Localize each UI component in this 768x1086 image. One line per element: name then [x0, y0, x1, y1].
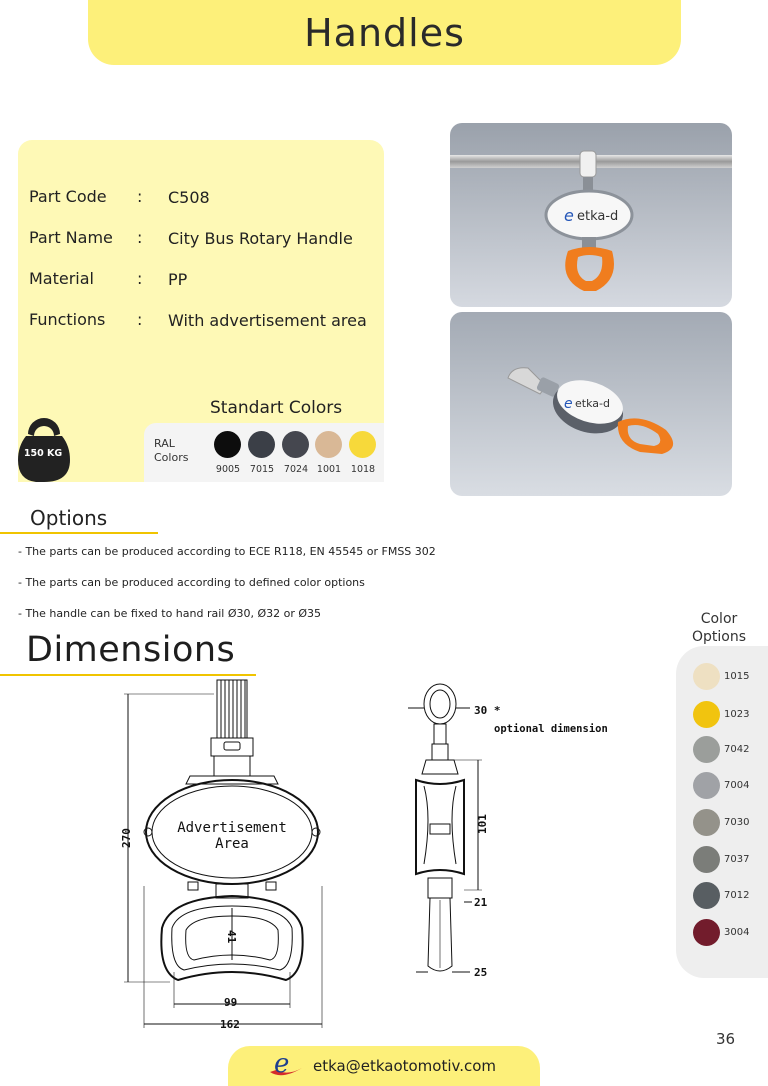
- standard-colors-title: Standart Colors: [210, 398, 343, 418]
- weight-label: 150 KG: [23, 448, 63, 459]
- ral-colors-box: [144, 423, 384, 482]
- color-swatch: [693, 663, 720, 690]
- color-swatch: [693, 809, 720, 836]
- footer-bar: [228, 1046, 540, 1086]
- dim-rail: 30 *: [474, 704, 501, 717]
- ral-code: 1018: [350, 464, 376, 475]
- svg-text:e: e: [564, 206, 574, 225]
- ral-swatch: [282, 431, 309, 458]
- dimensions-title: Dimensions: [26, 630, 236, 670]
- color-options-title-line2: Options: [691, 629, 747, 645]
- color-options-title: [660, 610, 768, 646]
- options-title: Options: [30, 506, 108, 530]
- color-swatch: [693, 772, 720, 799]
- svg-text:e: e: [274, 1050, 290, 1079]
- ral-label: RAL Colors: [154, 437, 189, 464]
- ral-code: 9005: [215, 464, 241, 475]
- svg-text:etka-d: etka-d: [575, 397, 610, 410]
- ral-swatch: [315, 431, 342, 458]
- dim-grip-width: 99: [224, 996, 238, 1009]
- footer-email[interactable]: etka@etkaotomotiv.com: [313, 1057, 497, 1075]
- color-code: 7004: [724, 780, 750, 791]
- ral-swatch: [214, 431, 241, 458]
- info-value: City Bus Rotary Handle: [168, 229, 353, 248]
- dim-optional-note: optional dimension: [494, 723, 608, 735]
- info-value: PP: [168, 270, 188, 289]
- color-code: 7012: [724, 890, 750, 901]
- color-code: 3004: [724, 927, 750, 938]
- info-sep: :: [137, 269, 143, 288]
- color-code: 7037: [724, 854, 750, 865]
- ad-area-line2: Area: [215, 836, 249, 852]
- product-photo-side: [450, 312, 732, 496]
- color-swatch: [693, 736, 720, 763]
- dim-total-width: 162: [220, 1018, 240, 1031]
- info-sep: :: [137, 310, 143, 329]
- info-sep: :: [137, 228, 143, 247]
- option-item: - The parts can be produced according to defined color options: [18, 576, 365, 589]
- dim-body: 101: [476, 814, 489, 834]
- dim-height: 270: [120, 828, 133, 848]
- ral-swatch: [248, 431, 275, 458]
- ral-code: 7024: [283, 464, 309, 475]
- svg-text:e: e: [564, 396, 573, 412]
- color-options-title-line1: Color: [700, 611, 738, 627]
- ral-swatch: [349, 431, 376, 458]
- color-swatch: [693, 846, 720, 873]
- info-key: Functions: [29, 310, 106, 329]
- info-key: Part Code: [29, 187, 107, 206]
- info-key: Material: [29, 269, 94, 288]
- title-bar: [88, 0, 681, 65]
- color-code: 1015: [724, 671, 750, 682]
- ral-code: 1001: [316, 464, 342, 475]
- color-swatch: [693, 919, 720, 946]
- ad-area-line1: Advertisement: [177, 820, 287, 836]
- technical-drawing: [110, 676, 650, 1032]
- options-underline: [0, 532, 158, 534]
- ral-code: 7015: [249, 464, 275, 475]
- info-value: With advertisement area: [168, 311, 367, 330]
- product-photo-front: [450, 123, 732, 307]
- color-options-panel: [676, 646, 768, 978]
- page-number: 36: [716, 1030, 736, 1048]
- color-code: 7030: [724, 817, 750, 828]
- dim-grip: 25: [474, 966, 488, 979]
- etka-logo-icon: [268, 1050, 304, 1084]
- dim-neck: 21: [474, 896, 488, 909]
- page-title: Handles: [304, 10, 465, 55]
- option-item: - The parts can be produced according to ECE R118, EN 45545 or FMSS 302: [18, 545, 436, 558]
- part-info-panel: [18, 140, 384, 482]
- info-sep: :: [137, 187, 143, 206]
- color-swatch: [693, 882, 720, 909]
- kettlebell-icon: [18, 412, 70, 482]
- option-item: - The handle can be fixed to hand rail Ø30, Ø32 or Ø35: [18, 607, 322, 620]
- dim-inner-height: 41: [225, 930, 238, 944]
- color-swatch: [693, 701, 720, 728]
- info-key: Part Name: [29, 228, 113, 247]
- color-code: 1023: [724, 709, 750, 720]
- color-code: 7042: [724, 744, 750, 755]
- badge-text: etka-d: [577, 209, 619, 224]
- info-value: C508: [168, 188, 210, 207]
